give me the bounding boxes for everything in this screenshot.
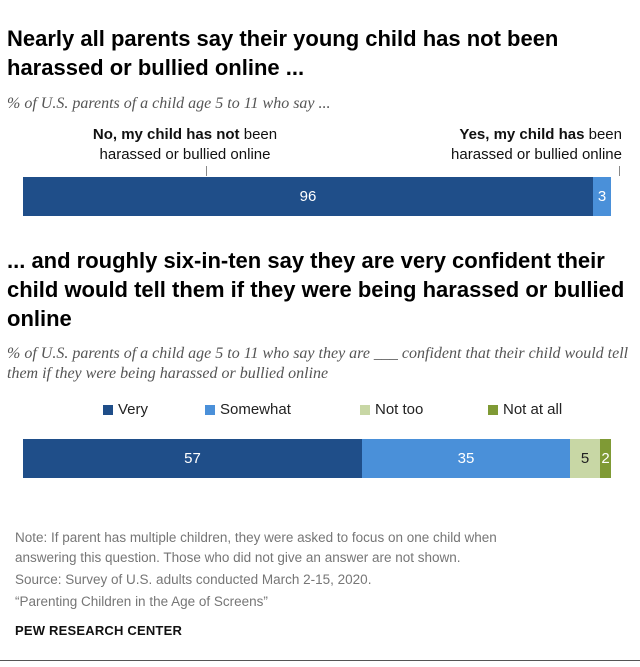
data-label-2-3: 2 — [601, 450, 610, 467]
data-label-2-1: 35 — [457, 450, 475, 467]
report-title: “Parenting Children in the Age of Screens” — [15, 594, 268, 609]
legend-label-1: Somewhat — [220, 401, 291, 418]
legend-label-3: Not at all — [503, 401, 563, 418]
data-label-1-1: 3 — [597, 188, 607, 205]
chart-subtitle-2: % of U.S. parents of a child age 5 to 11 who say they are ___ confident that their child would tell them if they were being harassed or bullied online — [7, 345, 629, 382]
data-label-2-0: 57 — [184, 450, 201, 467]
legend-swatch-3 — [488, 405, 498, 415]
legend-item-0 — [103, 401, 148, 418]
callout-harassed — [410, 125, 622, 165]
chart-subtitle-1: % of U.S. parents of a child age 5 to 11 who say ... — [7, 95, 331, 112]
chart-title-2: ... and roughly six-in-ten say they are very confident their child would tell them if they were being harassed or bullied online — [7, 248, 625, 331]
legend-label-2: Not too — [375, 401, 424, 418]
legend-confidence — [0, 401, 640, 421]
legend-swatch-0 — [103, 405, 113, 415]
legend-item-1 — [205, 401, 291, 418]
bar-segment-2-0 — [23, 439, 362, 478]
callout-harassed-rest2: harassed or bullied online — [451, 146, 622, 163]
bar-segment-1-1 — [593, 177, 611, 216]
bar-segment-1-0 — [23, 177, 593, 216]
note-line-2: answering this question. Those who did not give an answer are not shown. — [15, 550, 461, 565]
callout-harassed-bold: Yes, my child has — [459, 126, 585, 143]
callout-not-harassed — [80, 125, 290, 165]
legend-swatch-1 — [205, 405, 215, 415]
callout-not-harassed-rest1: been — [239, 126, 278, 143]
chart-title-1: Nearly all parents say their young child has not been harassed or bullied online ... — [7, 26, 559, 80]
legend-label-0: Very — [118, 401, 149, 418]
data-label-2-2: 5 — [580, 450, 590, 467]
stacked-bar-harassed — [23, 177, 611, 216]
callout-not-harassed-bold: No, my child has not — [92, 126, 240, 143]
note-line-1: Note: If parent has multiple children, they were asked to focus on one child when — [15, 530, 497, 545]
bottom-rule — [0, 660, 640, 661]
legend-item-2 — [360, 401, 423, 418]
legend-item-3 — [488, 401, 562, 418]
legend-swatch-2 — [360, 405, 370, 415]
data-label-1-0: 96 — [299, 188, 317, 205]
callout-leader-line-yes — [619, 166, 620, 176]
stacked-bar-confidence — [23, 439, 611, 478]
bar-segment-2-2 — [570, 439, 600, 478]
callout-leader-line-no — [206, 166, 207, 176]
org-logo-text: PEW RESEARCH CENTER — [15, 623, 183, 638]
callout-harassed-rest1: been — [584, 126, 622, 143]
bar-segment-2-3 — [600, 439, 611, 478]
source-line: Source: Survey of U.S. adults conducted March 2-15, 2020. — [15, 572, 372, 587]
bar-segment-2-1 — [362, 439, 570, 478]
callout-not-harassed-rest2: harassed or bullied online — [99, 146, 271, 163]
